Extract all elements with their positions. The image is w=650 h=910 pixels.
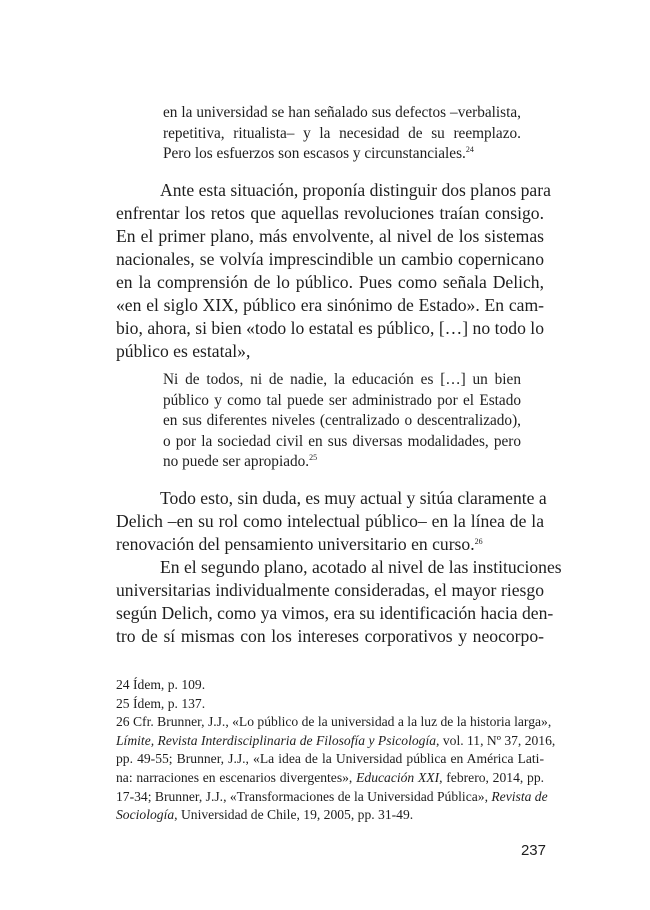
footnote-ref-24: 24 (465, 145, 474, 155)
footnote-ref-25: 25 (309, 453, 318, 463)
text-line: universitarias individualmente consideradas, el mayor riesgo (116, 580, 544, 600)
text-line: Pero los esfuerzos son escasos y circunstanciales.$^{24}$ (163, 145, 474, 163)
text-line: Delich –en su rol como intelectual público– en la línea de la (116, 511, 544, 531)
block-quote-1 (163, 103, 521, 165)
footnotes (116, 676, 556, 825)
text-line: en la comprensión de lo público. Pues como señala Delich, (116, 272, 544, 292)
block-quote-2 (163, 370, 521, 473)
page-number: 237 (520, 842, 546, 859)
paragraph-1 (116, 179, 551, 363)
text-line: Ante esta situación, proponía distinguir dos planos para (160, 180, 551, 200)
footnote-24: 24 Ídem, p. 109. (116, 677, 206, 692)
paragraph-2 (116, 487, 547, 556)
text-line: enfrentar los retos que aquellas revoluciones traían consigo. (116, 203, 544, 223)
footnote-25: 25 Ídem, p. 137. (116, 695, 206, 711)
text-line: nacionales, se volvía imprescindible un cambio copernicano (116, 249, 544, 269)
footnote-26-line: pp. 49-55; Brunner, J.J., «La idea de la Universidad pública en América Lati- (116, 751, 544, 767)
text-line: público es estatal», (116, 341, 251, 361)
footnote-26-line: Límite, Revista Interdisciplinaria de Filosofía y Psicología, vol. 11, Nº 37, 2016, (116, 732, 556, 748)
text-line: En el segundo plano, acotado al nivel de las instituciones (160, 557, 562, 577)
text-line: tro de sí mismas con los intereses corporativos y neocorpo- (116, 626, 544, 646)
footnote-26-line: 26 Cfr. Brunner, J.J., «Lo público de la universidad a la luz de la historia larga», (116, 714, 552, 730)
text-line: público y como tal puede ser administrado por el Estado (163, 391, 521, 409)
text-line: renovación del pensamiento universitario en curso.$^{26}$ (116, 534, 483, 554)
text-line: bio, ahora, si bien «todo lo estatal es público, […] no todo lo (116, 318, 544, 338)
text-line: no puede ser apropiado.$^{25}$ (163, 453, 318, 471)
paragraph-3 (116, 556, 562, 648)
footnote-26-line: 17-34; Brunner, J.J., «Transformaciones de la Universidad Pública», Revista de (116, 788, 548, 804)
footnote-26-line: na: narraciones en escenarios divergentes», Educación XXI, febrero, 2014, pp. (116, 769, 545, 785)
text-line: o por la sociedad civil en sus diversas modalidades, pero (163, 432, 521, 450)
footnote-ref-26: 26 (474, 537, 483, 546)
footnote-26-line: Sociología, Universidad de Chile, 19, 2005, pp. 31-49. (116, 807, 414, 823)
text-line: en la universidad se han señalado sus defectos –verbalista, (163, 104, 521, 121)
text-line: Ni de todos, ni de nadie, la educación es […] un bien (163, 371, 521, 388)
text-line: Todo esto, sin duda, es muy actual y sitúa claramente a (160, 488, 547, 508)
text-line: repetitiva, ritualista– y la necesidad de su reemplazo. (163, 124, 521, 142)
text-line: según Delich, como ya vimos, era su identificación hacia den- (116, 603, 554, 623)
text-line: «en el siglo XIX, público era sinónimo de Estado». En cam- (116, 295, 544, 315)
text-line: En el primer plano, más envolvente, al nivel de los sistemas (116, 226, 544, 246)
text-line: en sus diferentes niveles (centralizado o descentralizado), (163, 412, 521, 430)
